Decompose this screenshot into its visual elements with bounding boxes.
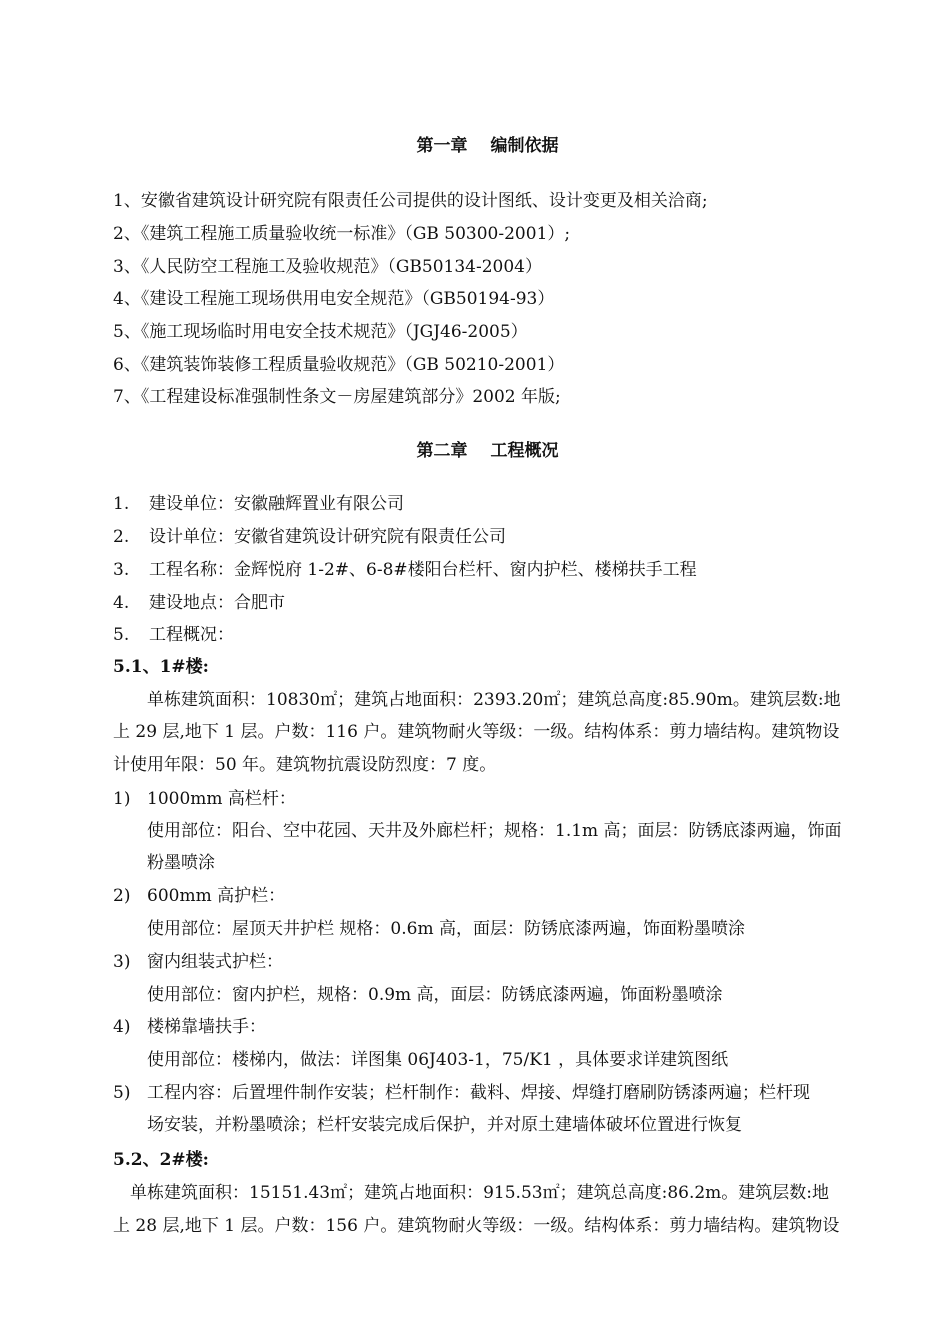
- chapter1-item-4: 4、《建设工程施工现场供用电安全规范》（GB50194-93）: [113, 289, 555, 309]
- list-number: 3.: [113, 560, 130, 580]
- chapter1-title: 第一章 编制依据: [416, 136, 559, 156]
- sub-item-title: [113, 885, 285, 907]
- sub-item-title: [113, 1082, 810, 1104]
- sub-item-label: 窗内组装式护栏：: [147, 952, 283, 972]
- list-text: 建设单位：安徽融辉置业有限公司: [149, 494, 404, 514]
- chapter1-item-2: 2、《建筑工程施工质量验收统一标准》（GB 50300-2001）;: [113, 224, 571, 244]
- list-number: 5.: [113, 625, 130, 645]
- sub-item-line: 场安装，并粉墨喷涂；栏杆安装完成后保护，并对原土建墙体破坏位置进行恢复: [147, 1115, 742, 1135]
- list-text: 工程概况：: [149, 625, 234, 645]
- list-item: [113, 624, 234, 646]
- sub-item-label: 工程内容：后置埋件制作安装；栏杆制作：截料、焊接、焊缝打磨刷防锈漆两遍；栏杆现: [147, 1083, 810, 1103]
- sub-item-line: 使用部位：屋顶天井护栏 规格：0.6m 高，面层：防锈底漆两遍，饰面粉墨喷涂: [147, 919, 745, 939]
- building2-desc-line: 上 28 层,地下 1 层。户数：156 户。建筑物耐火等级：一级。结构体系：剪力墙结构。建筑物设: [113, 1216, 840, 1236]
- building1-desc-line: 单栋建筑面积：10830㎡；建筑占地面积：2393.20㎡；建筑总高度:85.90m。建筑层数:地: [147, 690, 841, 710]
- sub-item-line: 使用部位：楼梯内，做法：详图集 06J403-1，75/K1 ，具体要求详建筑图纸: [147, 1050, 729, 1070]
- sub-item-line: 使用部位：阳台、空中花园、天井及外廊栏杆；规格：1.1m 高；面层：防锈底漆两遍，饰面: [147, 821, 842, 841]
- list-text: 设计单位：安徽省建筑设计研究院有限责任公司: [149, 527, 506, 547]
- sub-item-number: 1): [113, 789, 131, 809]
- chapter1-item-7: 7、《工程建设标准强制性条文－房屋建筑部分》2002 年版;: [113, 387, 561, 407]
- list-item: [113, 559, 697, 581]
- building1-desc-line: 计使用年限：50 年。建筑物抗震设防烈度：7 度。: [113, 755, 497, 775]
- chapter2-title: 第二章 工程概况: [416, 441, 559, 461]
- chapter1-item-5: 5、《施工现场临时用电安全技术规范》（JGJ46-2005）: [113, 322, 528, 342]
- building2-desc-line: 单栋建筑面积：15151.43㎡；建筑占地面积：915.53㎡；建筑总高度:86.2m。建筑层数:地: [130, 1183, 830, 1203]
- chapter1-item-3: 3、《人民防空工程施工及验收规范》（GB50134-2004）: [113, 257, 542, 277]
- sub-item-label: 600mm 高护栏：: [147, 886, 286, 906]
- list-number: 2.: [113, 527, 130, 547]
- list-number: 4.: [113, 593, 130, 613]
- list-item: [113, 592, 285, 614]
- chapter1-item-6: 6、《建筑装饰装修工程质量验收规范》（GB 50210-2001）: [113, 355, 565, 375]
- list-item: [113, 493, 404, 515]
- sub-item-number: 3): [113, 952, 131, 972]
- sub-item-number: 5): [113, 1083, 131, 1103]
- list-text: 建设地点：合肥市: [149, 593, 285, 613]
- chapter1-item-1: 1、安徽省建筑设计研究院有限责任公司提供的设计图纸、设计变更及相关洽商;: [113, 191, 708, 211]
- sub-item-title: [113, 951, 283, 973]
- sub-item-line: 粉墨喷涂: [147, 853, 215, 873]
- building1-heading: 5.1、1#楼:: [113, 657, 209, 677]
- building2-heading: 5.2、2#楼:: [113, 1150, 209, 1170]
- sub-item-number: 4): [113, 1017, 131, 1037]
- sub-item-line: 使用部位：窗内护栏，规格：0.9m 高，面层：防锈底漆两遍，饰面粉墨喷涂: [147, 985, 723, 1005]
- sub-item-title: [113, 788, 296, 810]
- list-number: 1.: [113, 494, 130, 514]
- building1-desc-line: 上 29 层,地下 1 层。户数：116 户。建筑物耐火等级：一级。结构体系：剪力墙结构。建筑物设: [113, 722, 840, 742]
- sub-item-label: 1000mm 高栏杆：: [147, 789, 296, 809]
- list-text: 工程名称：金辉悦府 1-2#、6-8#楼阳台栏杆、窗内护栏、楼梯扶手工程: [149, 560, 697, 580]
- sub-item-label: 楼梯靠墙扶手：: [147, 1017, 266, 1037]
- sub-item-number: 2): [113, 886, 131, 906]
- sub-item-title: [113, 1016, 266, 1038]
- list-item: [113, 526, 506, 548]
